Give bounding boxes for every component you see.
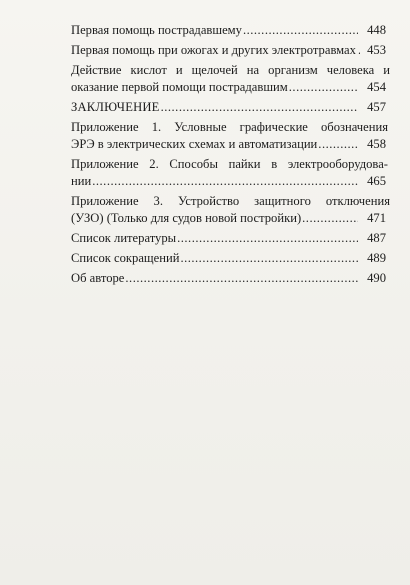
toc-entry-title: Список литературы xyxy=(71,231,177,245)
toc-entry-title: Первая помощь при ожогах и других электротравмах xyxy=(71,43,356,57)
dot-leader xyxy=(318,136,358,153)
toc-page-number: 465 xyxy=(367,174,386,188)
toc-entry-title-continued: ЭРЭ в электрических схемах и автоматизации xyxy=(71,137,318,151)
toc-page-number: 490 xyxy=(367,271,386,285)
toc-entry-title: ЗАКЛЮЧЕНИЕ xyxy=(71,100,160,114)
toc-entry-title: Приложение 2. Способы пайки в электрооборудова- xyxy=(71,157,388,171)
toc-page-number: 489 xyxy=(367,251,386,265)
dot-leader xyxy=(243,22,358,39)
toc-entry xyxy=(71,22,386,39)
toc-entry xyxy=(71,193,390,227)
dot-leader xyxy=(125,270,358,287)
toc-entry-title: Действие кислот и щелочей на организм человека и xyxy=(71,63,390,77)
toc-entry-title-continued: оказание первой помощи пострадавшим xyxy=(71,80,288,94)
toc-entry-title: Список сокращений xyxy=(71,251,180,265)
toc-page-number: 457 xyxy=(367,100,386,114)
toc-page-number: 448 xyxy=(367,23,386,37)
toc-page-number: 487 xyxy=(367,231,386,245)
table-of-contents xyxy=(71,22,390,290)
toc-entry xyxy=(71,62,390,96)
toc-entry-title-continued: (УЗО) (Только для судов новой постройки) xyxy=(71,211,302,225)
toc-entry xyxy=(71,270,386,287)
dot-leader xyxy=(180,250,358,267)
toc-entry xyxy=(71,156,386,190)
dot-leader xyxy=(92,173,358,190)
toc-entry xyxy=(71,250,386,267)
toc-entry xyxy=(71,99,386,116)
dot-leader xyxy=(289,79,358,96)
toc-entry-title: Приложение 1. Условные графические обозначения xyxy=(71,120,388,134)
toc-entry xyxy=(71,230,386,247)
dot-leader xyxy=(161,99,358,116)
dot-leader xyxy=(358,42,360,59)
toc-entry-title: Первая помощь пострадавшему xyxy=(71,23,242,37)
toc-page-number: 471 xyxy=(367,211,386,225)
toc-entry-title: Приложение 3. Устройство защитного отключения xyxy=(71,194,390,208)
toc-page-number: 453 xyxy=(367,43,386,57)
toc-page-number: 458 xyxy=(367,137,386,151)
toc-entry xyxy=(71,119,386,153)
toc-page-number: 454 xyxy=(367,80,386,94)
toc-entry xyxy=(71,42,386,59)
dot-leader xyxy=(177,230,358,247)
toc-entry-title-continued: нии xyxy=(71,174,92,188)
toc-entry-title: Об авторе xyxy=(71,271,125,285)
dot-leader xyxy=(302,210,358,227)
